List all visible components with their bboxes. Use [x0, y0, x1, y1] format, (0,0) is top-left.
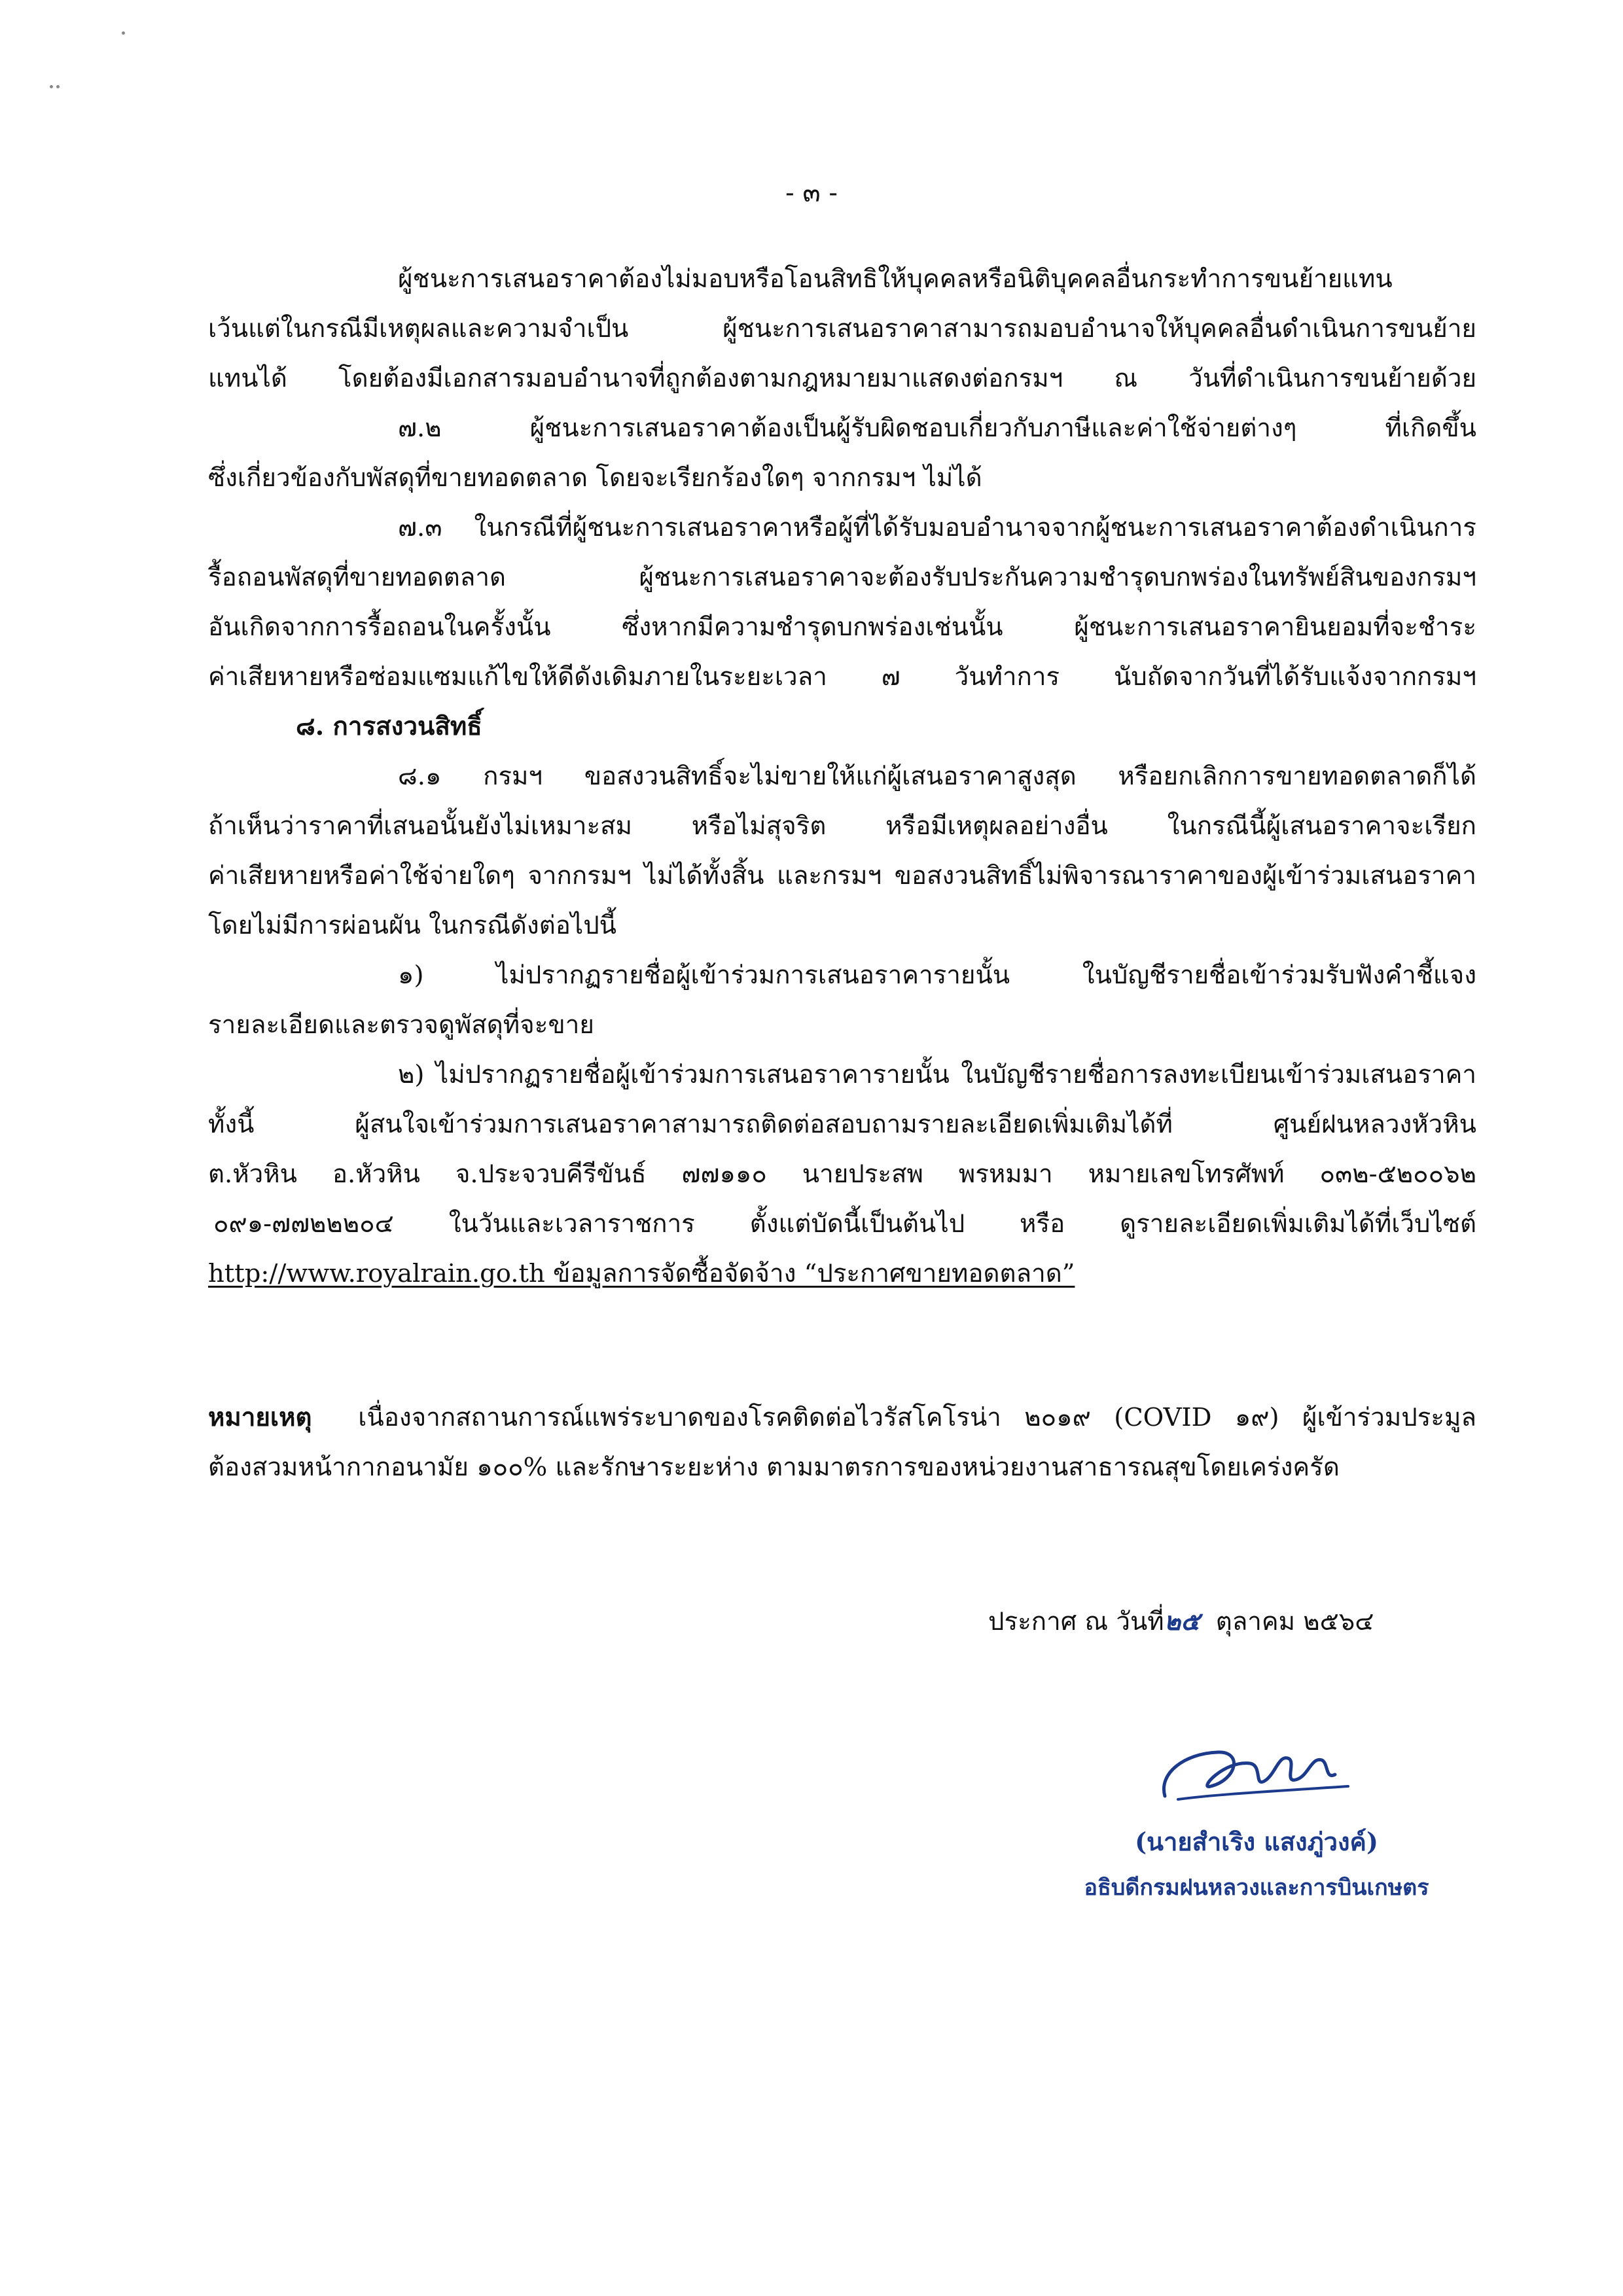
- date-month-year: ตุลาคม ๒๕๖๔: [1215, 1607, 1374, 1636]
- handwritten-signature: [1139, 1734, 1374, 1819]
- paragraph-line: ๗.๒ ผู้ชนะการเสนอราคาต้องเป็นผู้รับผิดชอบเกี่ยวกับภาษีและค่าใช้จ่ายต่างๆ ที่เกิดขึ้น: [398, 414, 1476, 443]
- paragraph-line: แทนได้ โดยต้องมีเอกสารมอบอำนาจที่ถูกต้องตามกฎหมายมาแสดงต่อกรมฯ ณ วันที่ดำเนินการขนย้ายด้วย: [208, 364, 1476, 393]
- paragraph-line: ทั้งนี้ ผู้สนใจเข้าร่วมการเสนอราคาสามารถติดต่อสอบถามรายละเอียดเพิ่มเติมได้ที่ ศูนย์ฝนหลวงหัวหิน: [208, 1110, 1476, 1139]
- signature-block: [1054, 1734, 1459, 1905]
- section-heading: ๘. การสงวนสิทธิ์: [296, 712, 482, 741]
- note-label: หมายเหตุ: [208, 1403, 312, 1432]
- scan-artifact: [122, 31, 125, 35]
- date-prefix: ประกาศ ณ วันที่: [988, 1607, 1164, 1636]
- handwritten-day: ๒๕: [1164, 1607, 1200, 1636]
- paragraph-line: ๑) ไม่ปรากฏรายชื่อผู้เข้าร่วมการเสนอราคารายนั้น ในบัญชีรายชื่อเข้าร่วมรับฟังคำชี้แจง: [398, 961, 1476, 990]
- paragraph-line: ๗.๓ ในกรณีที่ผู้ชนะการเสนอราคาหรือผู้ที่ได้รับมอบอำนาจจากผู้ชนะการเสนอราคาต้องดำเนินการ: [398, 513, 1476, 542]
- note-text: เนื่องจากสถานการณ์แพร่ระบาดของโรคติดต่อไวรัสโคโรน่า ๒๐๑๙ (COVID ๑๙) ผู้เข้าร่วมประมูล: [358, 1403, 1476, 1432]
- paragraph-line: ๒) ไม่ปรากฏรายชื่อผู้เข้าร่วมการเสนอราคารายนั้น ในบัญชีรายชื่อการลงทะเบียนเข้าร่วมเสนอราคา: [398, 1060, 1476, 1089]
- signatory-name: (นายสำเริง แสงภู่วงค์): [1135, 1827, 1378, 1856]
- paragraph-line: ผู้ชนะการเสนอราคาต้องไม่มอบหรือโอนสิทธิให้บุคคลหรือนิติบุคคลอื่นกระทำการขนย้ายแทน: [398, 264, 1393, 294]
- page-number: - ๓ -: [785, 178, 838, 208]
- paragraph-line: ต.หัวหิน อ.หัวหิน จ.ประจวบคีรีขันธ์ ๗๗๑๑๐ นายประสพ พรหมมา หมายเลขโทรศัพท์ ๐๓๒-๕๒๐๐๖๒: [208, 1159, 1476, 1189]
- paragraph-line: ค่าเสียหายหรือค่าใช้จ่ายใดๆ จากกรมฯ ไม่ได้ทั้งสิ้น และกรมฯ ขอสงวนสิทธิ์ไม่พิจารณาราคาของผู้เข้าร่วมเสนอราคา: [208, 861, 1476, 891]
- website-link-line[interactable]: http://www.royalrain.go.th ข้อมูลการจัดซื้อจัดจ้าง “ประกาศขายทอดตลาด”: [208, 1259, 1075, 1288]
- scan-artifact: [50, 85, 53, 88]
- paragraph-line: รื้อถอนพัสดุที่ขายทอดตลาด ผู้ชนะการเสนอราคาจะต้องรับประกันความชำรุดบกพร่องในทรัพย์สินของกรมฯ: [208, 563, 1476, 592]
- paragraph-line: ๘.๑ กรมฯ ขอสงวนสิทธิ์จะไม่ขายให้แก่ผู้เสนอราคาสูงสุด หรือยกเลิกการขายทอดตลาดก็ได้: [398, 762, 1476, 791]
- scan-artifact: [56, 85, 60, 88]
- paragraph-line: รายละเอียดและตรวจดูพัสดุที่จะขาย: [208, 1010, 594, 1040]
- note-line: ต้องสวมหน้ากากอนามัย ๑๐๐% และรักษาระยะห่าง ตามมาตรการของหน่วยงานสาธารณสุขโดยเคร่งครัด: [208, 1453, 1340, 1482]
- paragraph-line: ซึ่งเกี่ยวข้องกับพัสดุที่ขายทอดตลาด โดยจะเรียกร้องใดๆ จากกรมฯ ไม่ได้: [208, 463, 982, 493]
- note-line: [208, 1395, 1476, 1441]
- paragraph-line: ๐๙๑-๗๗๒๒๒๐๔ ในวันและเวลาราชการ ตั้งแต่บัดนี้เป็นต้นไป หรือ ดูรายละเอียดเพิ่มเติมได้ที่เว็บไซต์: [213, 1209, 1476, 1239]
- paragraph-line: เว้นแต่ในกรณีมีเหตุผลและความจำเป็น ผู้ชนะการเสนอราคาสามารถมอบอำนาจให้บุคคลอื่นดำเนินการขนย้าย: [208, 314, 1476, 344]
- announcement-date: [988, 1599, 1374, 1645]
- paragraph-line: อันเกิดจากการรื้อถอนในครั้งนั้น ซึ่งหากมีความชำรุดบกพร่องเช่นนั้น ผู้ชนะการเสนอราคายินยอมที่จะชำระ: [208, 612, 1476, 642]
- signatory-title: อธิบดีกรมฝนหลวงและการบินเกษตร: [1084, 1875, 1429, 1901]
- paragraph-line: ถ้าเห็นว่าราคาที่เสนอนั้นยังไม่เหมาะสม หรือไม่สุจริต หรือมีเหตุผลอย่างอื่น ในกรณีนี้ผู้เสนอราคาจะเรียก: [208, 811, 1476, 841]
- paragraph-line: โดยไม่มีการผ่อนผัน ในกรณีดังต่อไปนี้: [208, 911, 616, 940]
- paragraph-line: ค่าเสียหายหรือซ่อมแซมแก้ไขให้ดีดังเดิมภายในระยะเวลา ๗ วันทำการ นับถัดจากวันที่ได้รับแจ้งจากกรมฯ: [208, 662, 1476, 692]
